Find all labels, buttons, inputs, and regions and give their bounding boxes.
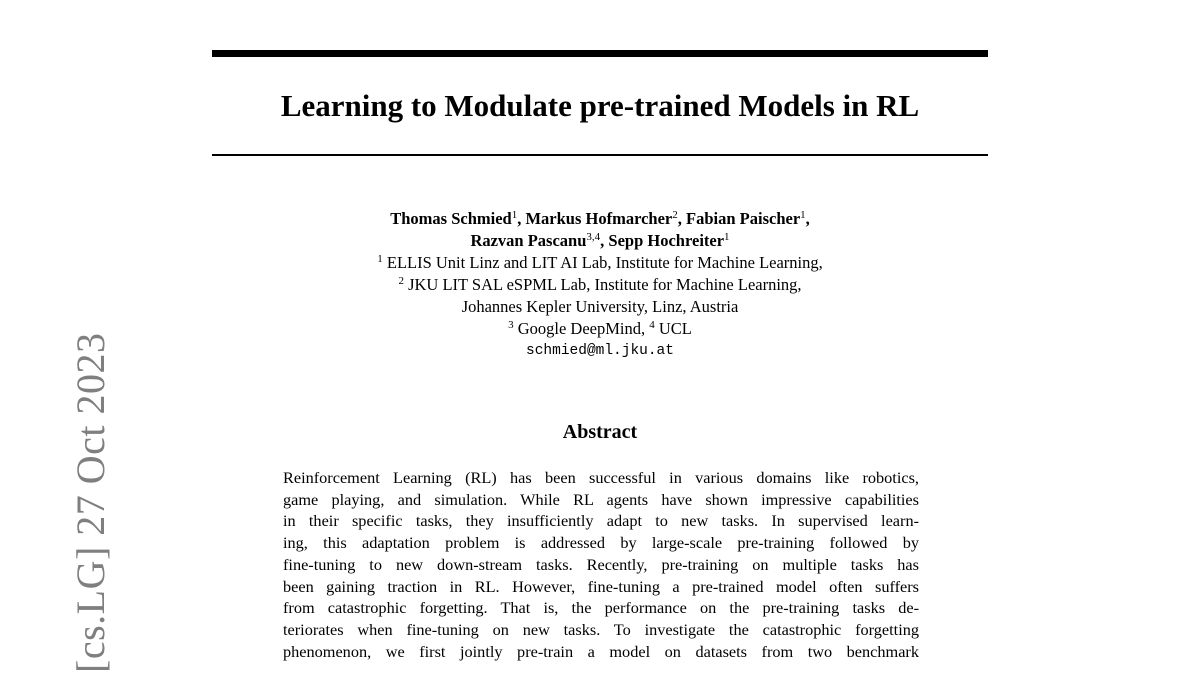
arxiv-side-stamp [28,313,113,673]
affiliation-mark: 3 [508,319,514,331]
author-separator: , [677,209,687,228]
abstract-line: fine-tuning to new down-stream tasks. Recently, pre-training on multiple tasks has [283,554,919,574]
author-affil-mark: 1 [724,231,730,243]
abstract-line: Reinforcement Learning (RL) has been successful in various domains like robotics, [283,468,919,487]
author-block [212,208,988,362]
author-line-2 [212,230,988,252]
abstract-line: in their specific tasks, they insufficiently adapt to new tasks. In supervised learn- [283,511,919,531]
author-affil-mark: 3,4 [586,231,601,243]
author-line-1 [212,208,988,230]
abstract-line: game playing, and simulation. While RL agents have shown impressive capabilities [283,489,919,509]
author-separator: , [805,209,810,228]
author-name: Fabian Paischer [686,209,801,228]
affiliation-line [212,296,988,318]
affiliation-text: JKU LIT SAL eSPML Lab, Institute for Machine Learning, [403,275,802,294]
author-affil-mark: 1 [511,209,518,221]
affiliation-text: UCL [654,319,692,338]
author-name: Thomas Schmied [390,209,512,228]
affiliation-text: Johannes Kepler University, Linz, Austria [461,297,739,316]
affiliation-text: Google DeepMind, [513,319,650,338]
author-name: Markus Hofmarcher [525,209,673,228]
abstract-heading: Abstract [562,421,638,443]
contact-email[interactable]: schmied@ml.jku.at [526,343,674,359]
author-separator: , [517,209,526,228]
author-affil-mark: 2 [672,209,678,221]
author-affil-mark: 1 [800,209,806,221]
abstract-body [283,467,919,662]
abstract-line: been gaining traction in RL. However, fine-tuning a pre-trained model often suffers [283,576,919,596]
title-rule-top [212,50,988,57]
title-rule-bottom [212,154,988,156]
affiliation-line [212,252,988,274]
abstract-line: from catastrophic forgetting. That is, the performance on the pre-training tasks de- [283,598,919,618]
affiliation-mark: 4 [649,319,655,331]
author-name: Sepp Hochreiter [608,231,725,250]
affiliation-line [212,318,988,340]
abstract-line: phenomenon, we first jointly pre-train a model on datasets from two benchmark [283,641,919,661]
affiliation-mark: 2 [398,275,404,287]
author-separator: , [600,231,609,250]
affiliation-mark: 1 [377,253,383,265]
author-name: Razvan Pascanu [470,231,587,250]
affiliation-text: ELLIS Unit Linz and LIT AI Lab, Institute for Machine Learning, [382,253,823,272]
abstract-line: teriorates when fine-tuning on new tasks. To investigate the catastrophic forgetting [283,619,919,639]
paper-title: Learning to Modulate pre-trained Models in RL [280,88,920,123]
arxiv-stamp-text: [cs.LG] 27 Oct 2023 [68,332,113,673]
affiliation-line [212,274,988,296]
abstract-line: ing, this adaptation problem is addressed by large-scale pre-training followed by [283,533,919,553]
